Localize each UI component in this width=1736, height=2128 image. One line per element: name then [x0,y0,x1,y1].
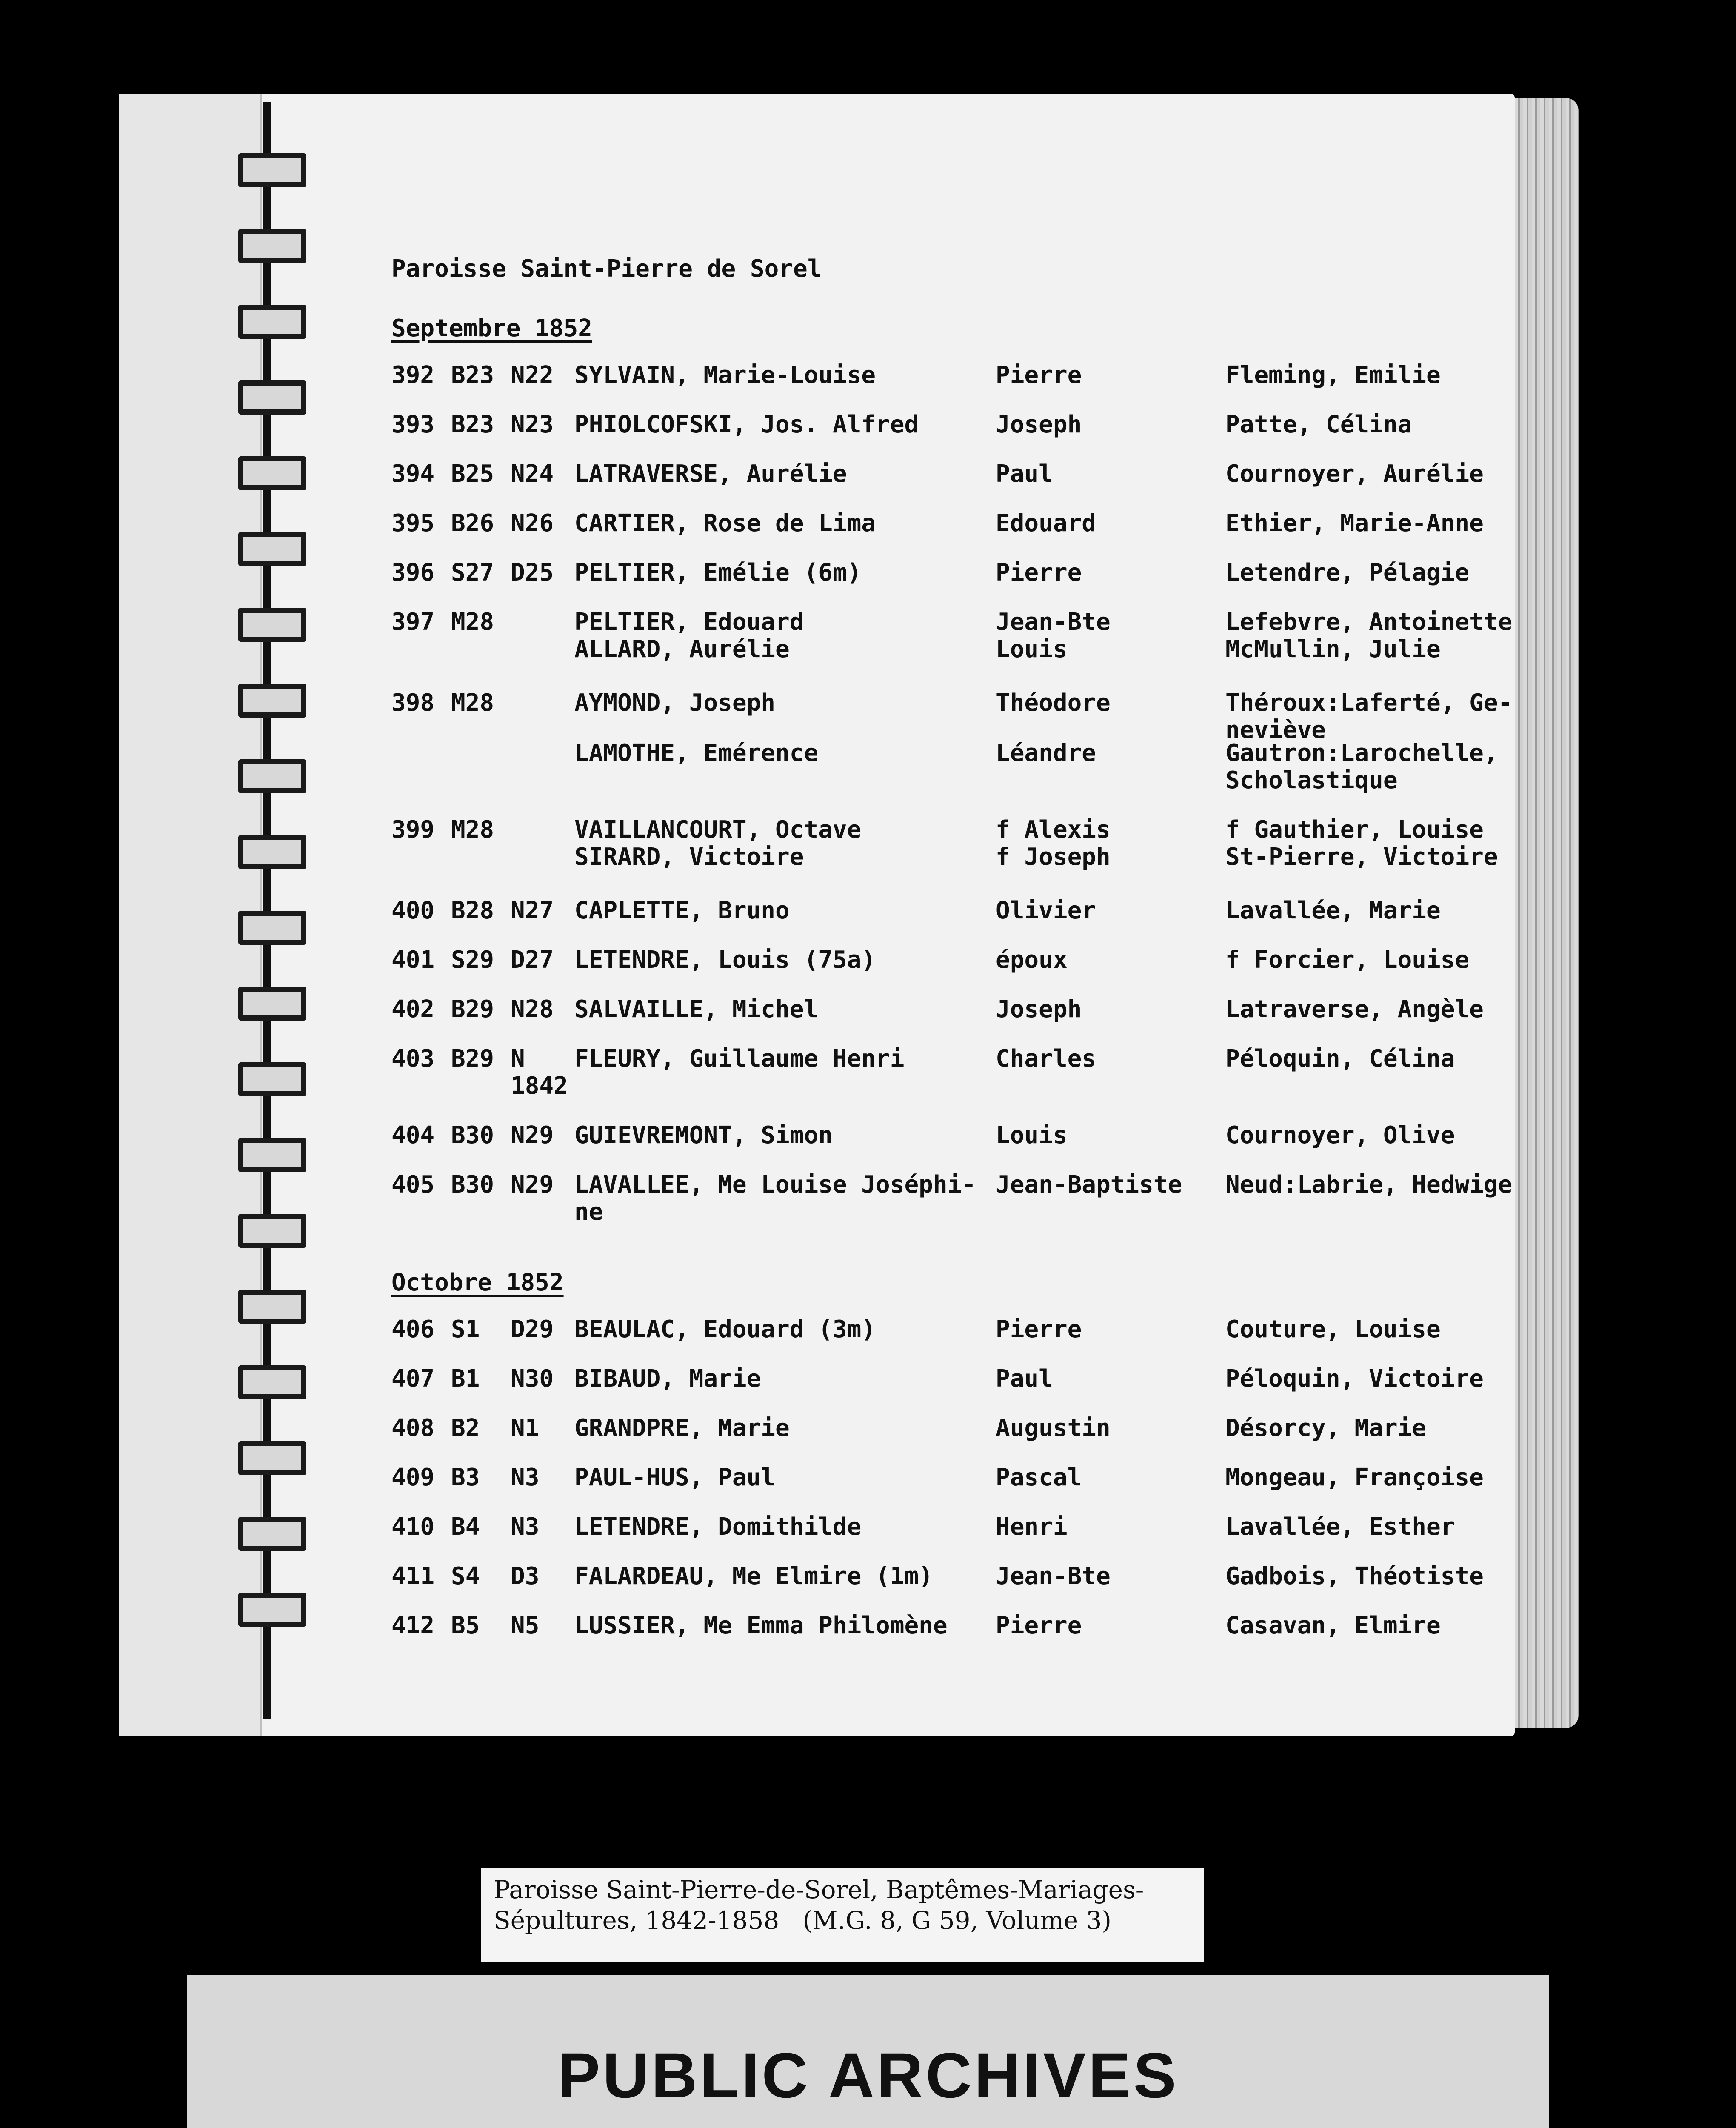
entry-father: Paul [996,460,1053,488]
entry-num: 397 [391,608,435,636]
entry-c1: B30 [451,1171,494,1198]
entry-num: 405 [391,1171,435,1198]
entry-father: Pierre [996,361,1082,389]
entry-c1: S1 [451,1316,480,1343]
spiral-coil [238,1214,306,1248]
register-entry [391,1316,1523,1371]
entry-name: BIBAUD, Marie [574,1365,761,1393]
spiral-coil [238,987,306,1021]
entry-num: 394 [391,460,435,488]
entry-mother: Gadbois, Théotiste [1225,1562,1484,1590]
archive-caption-label [481,1868,1204,1962]
register-entry [391,1045,1523,1101]
entry-mother: Lavallée, Esther [1225,1513,1455,1541]
entry-mother: Mongeau, Françoise [1225,1464,1484,1491]
page-stack-edges [1515,98,1579,1728]
entry-name: LAVALLEE, Me Louise Joséphi- ne [574,1171,976,1226]
entry-c2: N5 [511,1612,540,1639]
entry-name: LETENDRE, Louis (75a) [574,946,876,974]
register-entry [391,1365,1523,1421]
entry-name: PELTIER, Edouard ALLARD, Aurélie [574,608,804,663]
entry-mother: Lefebvre, Antoinette McMullin, Julie [1225,608,1513,663]
month-heading: Octobre 1852 [391,1269,564,1296]
entry-mother: Letendre, Pélagie [1225,559,1470,586]
entry-name: LATRAVERSE, Aurélie [574,460,847,488]
entry-c1: B2 [451,1414,480,1442]
entry-c1: B1 [451,1365,480,1393]
entry-c1: M28 [451,816,494,844]
entry-c1: S4 [451,1562,480,1590]
entry-mother: Casavan, Elmire [1225,1612,1441,1639]
entry-c2: D29 [511,1316,554,1343]
entry-name: CARTIER, Rose de Lima [574,509,876,537]
register-entry [391,1513,1523,1569]
spiral-coil [238,1517,306,1551]
entry-name: FLEURY, Guillaume Henri [574,1045,905,1073]
register-entry [391,362,1523,417]
entry-num: 399 [391,816,435,844]
entry-c1: S29 [451,946,494,974]
register-entry [391,897,1523,952]
entry-c2: N1 [511,1414,540,1442]
entry-c2: N27 [511,897,554,924]
spiral-coil [238,1365,306,1399]
entry-c2: N3 [511,1464,540,1491]
entry-mother: Cournoyer, Olive [1225,1121,1455,1149]
entry-mother: f Forcier, Louise [1225,946,1470,974]
entry-mother: Péloquin, Victoire [1225,1365,1484,1393]
entry-c2: N29 [511,1121,554,1149]
entry-mother: Couture, Louise [1225,1316,1441,1343]
archives-banner [187,1975,1549,2128]
entry-name: LUSSIER, Me Emma Philomène [574,1612,948,1639]
entry-c2: N30 [511,1365,554,1393]
entry-mother: Latraverse, Angèle [1225,995,1484,1023]
entry-c1: B25 [451,460,494,488]
register-entry [391,1171,1523,1227]
register-entry [391,559,1523,615]
entry-c1: B29 [451,1045,494,1073]
entry-name: GUIEVREMONT, Simon [574,1121,833,1149]
entry-father: époux [996,946,1068,974]
entry-father: Léandre [996,739,1096,767]
entry-num: 404 [391,1121,435,1149]
entry-name: FALARDEAU, Me Elmire (1m) [574,1562,933,1590]
register-entry [391,1122,1523,1177]
register-entry [391,1612,1523,1668]
entry-mother: Patte, Célina [1225,411,1412,438]
entry-c2: N 1842 [511,1045,568,1100]
spiral-coil [238,1593,306,1627]
entry-c1: B26 [451,509,494,537]
entry-num: 398 [391,689,435,717]
entry-name: SYLVAIN, Marie-Louise [574,361,876,389]
entry-mother: Lavallée, Marie [1225,897,1441,924]
entry-c1: B5 [451,1612,480,1639]
entry-c1: S27 [451,559,494,586]
entry-mother: Fleming, Emilie [1225,361,1441,389]
entry-num: 403 [391,1045,435,1073]
entry-c2: N28 [511,995,554,1023]
entry-c1: B23 [451,361,494,389]
entry-name: PHIOLCOFSKI, Jos. Alfred [574,411,919,438]
entry-c2: N22 [511,361,554,389]
spiral-coil [238,153,306,187]
parish-title: Paroisse Saint-Pierre de Sorel [391,255,822,283]
register-entry [391,510,1523,565]
entry-name: CAPLETTE, Bruno [574,897,790,924]
entry-name: PELTIER, Emélie (6m) [574,559,862,586]
entry-num: 408 [391,1414,435,1442]
entry-c1: B28 [451,897,494,924]
entry-mother: Péloquin, Célina [1225,1045,1455,1073]
entry-num: 410 [391,1513,435,1541]
entry-c2: N3 [511,1513,540,1541]
entry-num: 412 [391,1612,435,1639]
entry-name: SALVAILLE, Michel [574,995,819,1023]
entry-c2: N23 [511,411,554,438]
spiral-coil [238,911,306,945]
entry-c1: B30 [451,1121,494,1149]
entry-father: Pascal [996,1464,1082,1491]
spiral-coil [238,759,306,793]
entry-mother: Cournoyer, Aurélie [1225,460,1484,488]
register-entry [391,1415,1523,1470]
entry-c2: D25 [511,559,554,586]
entry-father: Jean-Bte [996,1562,1111,1590]
spiral-coil [238,229,306,263]
spiral-coil [238,835,306,869]
entry-c1: B23 [451,411,494,438]
entry-c2: N29 [511,1171,554,1198]
entry-mother: f Gauthier, Louise St-Pierre, Victoire [1225,816,1498,871]
spiral-coil [238,1441,306,1475]
entry-father: Jean-Bte Louis [996,608,1111,663]
caption-line-1: Paroisse Saint-Pierre-de-Sorel, Baptêmes-Mariages- [494,1875,1144,1904]
entry-num: 401 [391,946,435,974]
entry-name: PAUL-HUS, Paul [574,1464,776,1491]
entry-name: GRANDPRE, Marie [574,1414,790,1442]
register-entry [391,411,1523,466]
entry-num: 407 [391,1365,435,1393]
entry-c1: B4 [451,1513,480,1541]
register-entry [391,947,1523,1002]
month-heading: Septembre 1852 [391,315,593,342]
entry-c1: M28 [451,608,494,636]
entry-mother: Gautron:Larochelle, Scholastique [1225,739,1498,794]
entry-name: LETENDRE, Domithilde [574,1513,862,1541]
entry-num: 406 [391,1316,435,1343]
entry-mother: Désorcy, Marie [1225,1414,1427,1442]
register-entry [391,740,1523,795]
entry-num: 392 [391,361,435,389]
register-entry [391,609,1523,664]
entry-num: 396 [391,559,435,586]
entry-mother: Théroux:Laferté, Ge- neviève [1225,689,1513,744]
entry-father: Pierre [996,1612,1082,1639]
entry-father: Joseph [996,411,1082,438]
entry-num: 411 [391,1562,435,1590]
register-entry [391,460,1523,516]
entry-c2: D3 [511,1562,540,1590]
entry-num: 400 [391,897,435,924]
entry-father: Henri [996,1513,1068,1541]
spiral-coil [238,380,306,415]
entry-c1: B29 [451,995,494,1023]
entry-name: AYMOND, Joseph [574,689,776,717]
entry-father: Louis [996,1121,1068,1149]
banner-line-1: PUBLIC ARCHIVES [557,2039,1179,2111]
entry-num: 409 [391,1464,435,1491]
entry-father: Jean-Baptiste [996,1171,1182,1198]
register-entry [391,1464,1523,1519]
entry-num: 393 [391,411,435,438]
entry-father: Paul [996,1365,1053,1393]
entry-name: BEAULAC, Edouard (3m) [574,1316,876,1343]
register-entry [391,1563,1523,1618]
spiral-coil [238,532,306,566]
caption-line-2: Sépultures, 1842-1858 (M.G. 8, G 59, Volume 3) [494,1906,1112,1935]
entry-name: LAMOTHE, Emérence [574,739,819,767]
entry-father: f Alexis f Joseph [996,816,1111,871]
entry-father: Augustin [996,1414,1111,1442]
entry-mother: Ethier, Marie-Anne [1225,509,1484,537]
spiral-coil [238,456,306,490]
entry-c2: N24 [511,460,554,488]
entry-father: Pierre [996,1316,1082,1343]
spiral-coil [238,1290,306,1324]
spiral-coil [238,608,306,642]
entry-father: Olivier [996,897,1096,924]
entry-num: 395 [391,509,435,537]
spiral-coil [238,305,306,339]
entry-father: Charles [996,1045,1096,1073]
spiral-binding [230,153,315,1668]
entry-c2: N26 [511,509,554,537]
register-entry [391,689,1523,745]
register-entry [391,996,1523,1051]
entry-father: Joseph [996,995,1082,1023]
spiral-coil [238,1062,306,1096]
entry-c2: D27 [511,946,554,974]
entry-father: Edouard [996,509,1096,537]
entry-father: Pierre [996,559,1082,586]
entry-father: Théodore [996,689,1111,717]
entry-mother: Neud:Labrie, Hedwige [1225,1171,1513,1198]
entry-num: 402 [391,995,435,1023]
entry-c1: M28 [451,689,494,717]
entry-c1: B3 [451,1464,480,1491]
entry-name: VAILLANCOURT, Octave SIRARD, Victoire [574,816,862,871]
register-entry [391,816,1523,872]
spiral-coil [238,1138,306,1172]
spiral-coil [238,684,306,718]
